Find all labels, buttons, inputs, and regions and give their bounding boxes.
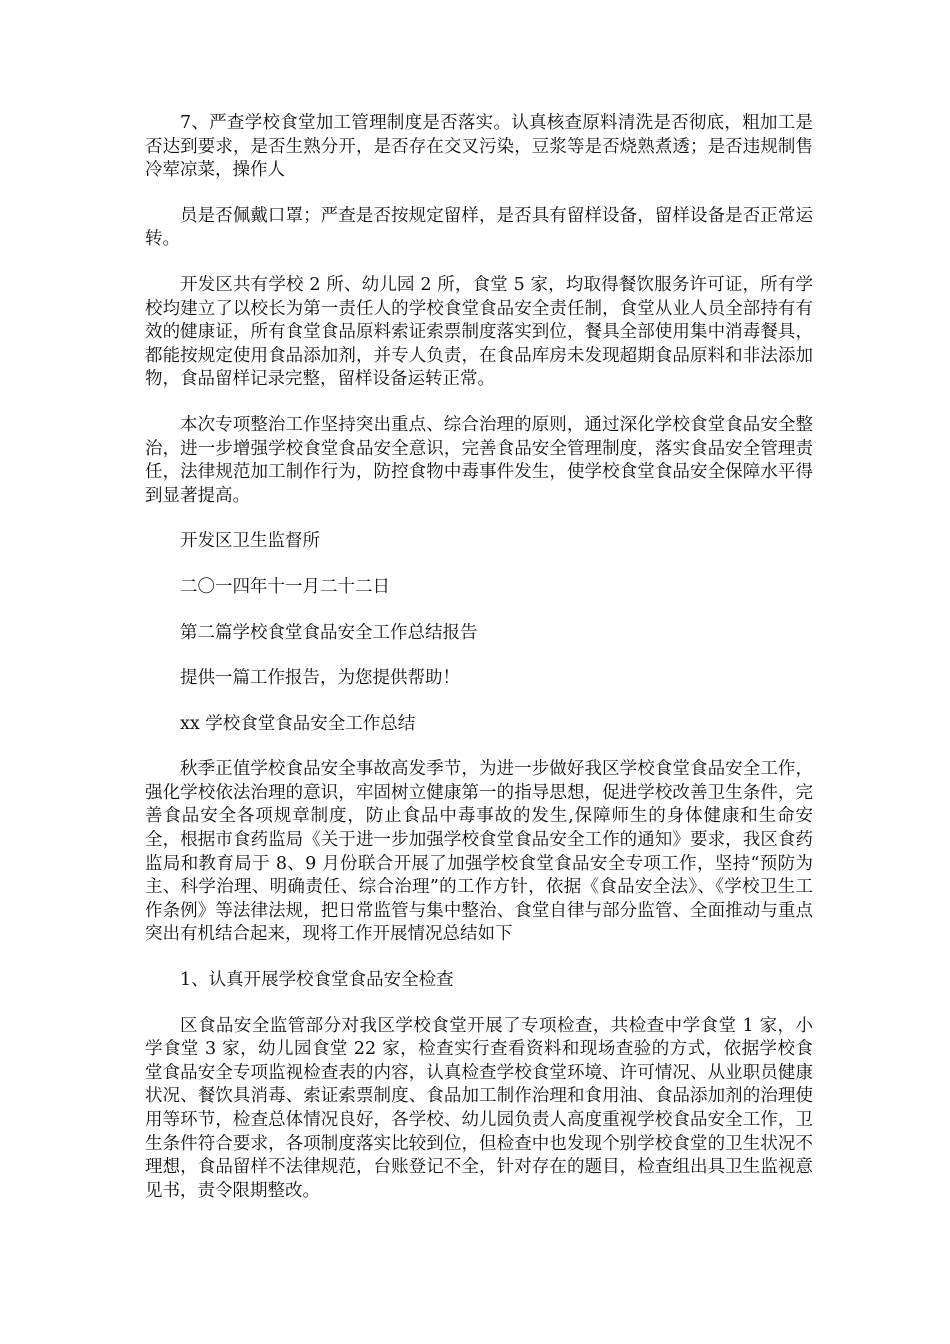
section-title-second-report: 第二篇学校食堂食品安全工作总结报告 bbox=[180, 622, 478, 643]
heading-item-1: 1、认真开展学校食堂食品安全检查 bbox=[180, 970, 454, 991]
paragraph-inspection-item-7-continued: 员是否佩戴口罩；严查是否按规定留样，是否具有留样设备，留样设备是否正常运转。 bbox=[145, 205, 813, 250]
paragraph-development-zone-summary: 开发区共有学校 2 所、幼儿园 2 所，食堂 5 家，均取得餐饮服务许可证，所有学校均建立了以校长为第一责任人的学校食堂食品安全责任制，食堂从业人员全部持有有效的健康证，所有食堂食品原料索证索票制度落实到位，餐具全部使用集中消毒餐具，都能按规定使用食品添加剂，并专人负责，在食品库房未发现超期食品原料和非法添加物，食品留样记录完整，留样设备运转正常。 bbox=[145, 274, 813, 390]
document-body bbox=[145, 112, 813, 1225]
paragraph-autumn-background: 秋季正值学校食品安全事故高发季节，为进一步做好我区学校食堂食品安全工作，强化学校依法治理的意识，牢固树立健康第一的指导思想，促进学校改善卫生条件，完善食品安全各项规章制度，防止食品中毒事故的发生,保障师生的身体健康和生命安全，根据市食药监局《关于进一步加强学校食堂食品安全工作的通知》要求，我区食药监局和教育局于 8、9 月份联合开展了加强学校食堂食品安全专项工作，坚持“预防为主、科学治理、明确责任、综合治理”的工作方针，依据《食品安全法》、《学校卫生工作条例》等法律法规，把日常监管与集中整治、食堂自律与部分监管、全面推动与重点突出有机结合起来，现将工作开展情况总结如下 bbox=[145, 759, 813, 945]
paragraph-inspection-item-7: 7、严查学校食堂加工管理制度是否落实。认真核查原料清洗是否彻底，粗加工是否达到要求，是否生熟分开，是否存在交叉污染，豆浆等是否烧熟煮透；是否违规制售冷荤凉菜，操作人 bbox=[145, 113, 813, 181]
signature-organization: 开发区卫生监督所 bbox=[180, 531, 320, 552]
report-title: xx 学校食堂食品安全工作总结 bbox=[180, 713, 416, 734]
paragraph-inspection-results: 区食品安全监管部分对我区学校食堂开展了专项检查，共检查中学食堂 1 家，小学食堂 3 家，幼儿园食堂 22 家，检查实行查看资料和现场查验的方式，依据学校食堂食品安全专项监视检查表的内容，认真检查学校食堂环境、许可情况、从业职员健康状况、餐饮具消毒、索证索票制度、食品加工制作治理和食用油、食品添加剂的治理使用等环节，检查总体情况良好，各学校、幼儿园负责人高度重视学校食品安全工作，卫生条件符合要求，各项制度落实比较到位，但检查中也发现个别学校食堂的卫生状况不理想，食品留样不法律规范，台账登记不全，针对存在的题目，检查组出具卫生监视意见书，责令限期整改。 bbox=[145, 1015, 813, 1201]
intro-line: 提供一篇工作报告，为您提供帮助！ bbox=[180, 668, 460, 689]
paragraph-rectification-conclusion: 本次专项整治工作坚持突出重点、综合治理的原则，通过深化学校食堂食品安全整治，进一步增强学校食堂食品安全意识，完善食品安全管理制度，落实食品安全管理责任，法律规范加工制作行为，防控食物中毒事件发生，使学校食堂食品安全保障水平得到显著提高。 bbox=[145, 414, 813, 506]
signature-date: 二〇一四年十一月二十二日 bbox=[180, 576, 390, 597]
